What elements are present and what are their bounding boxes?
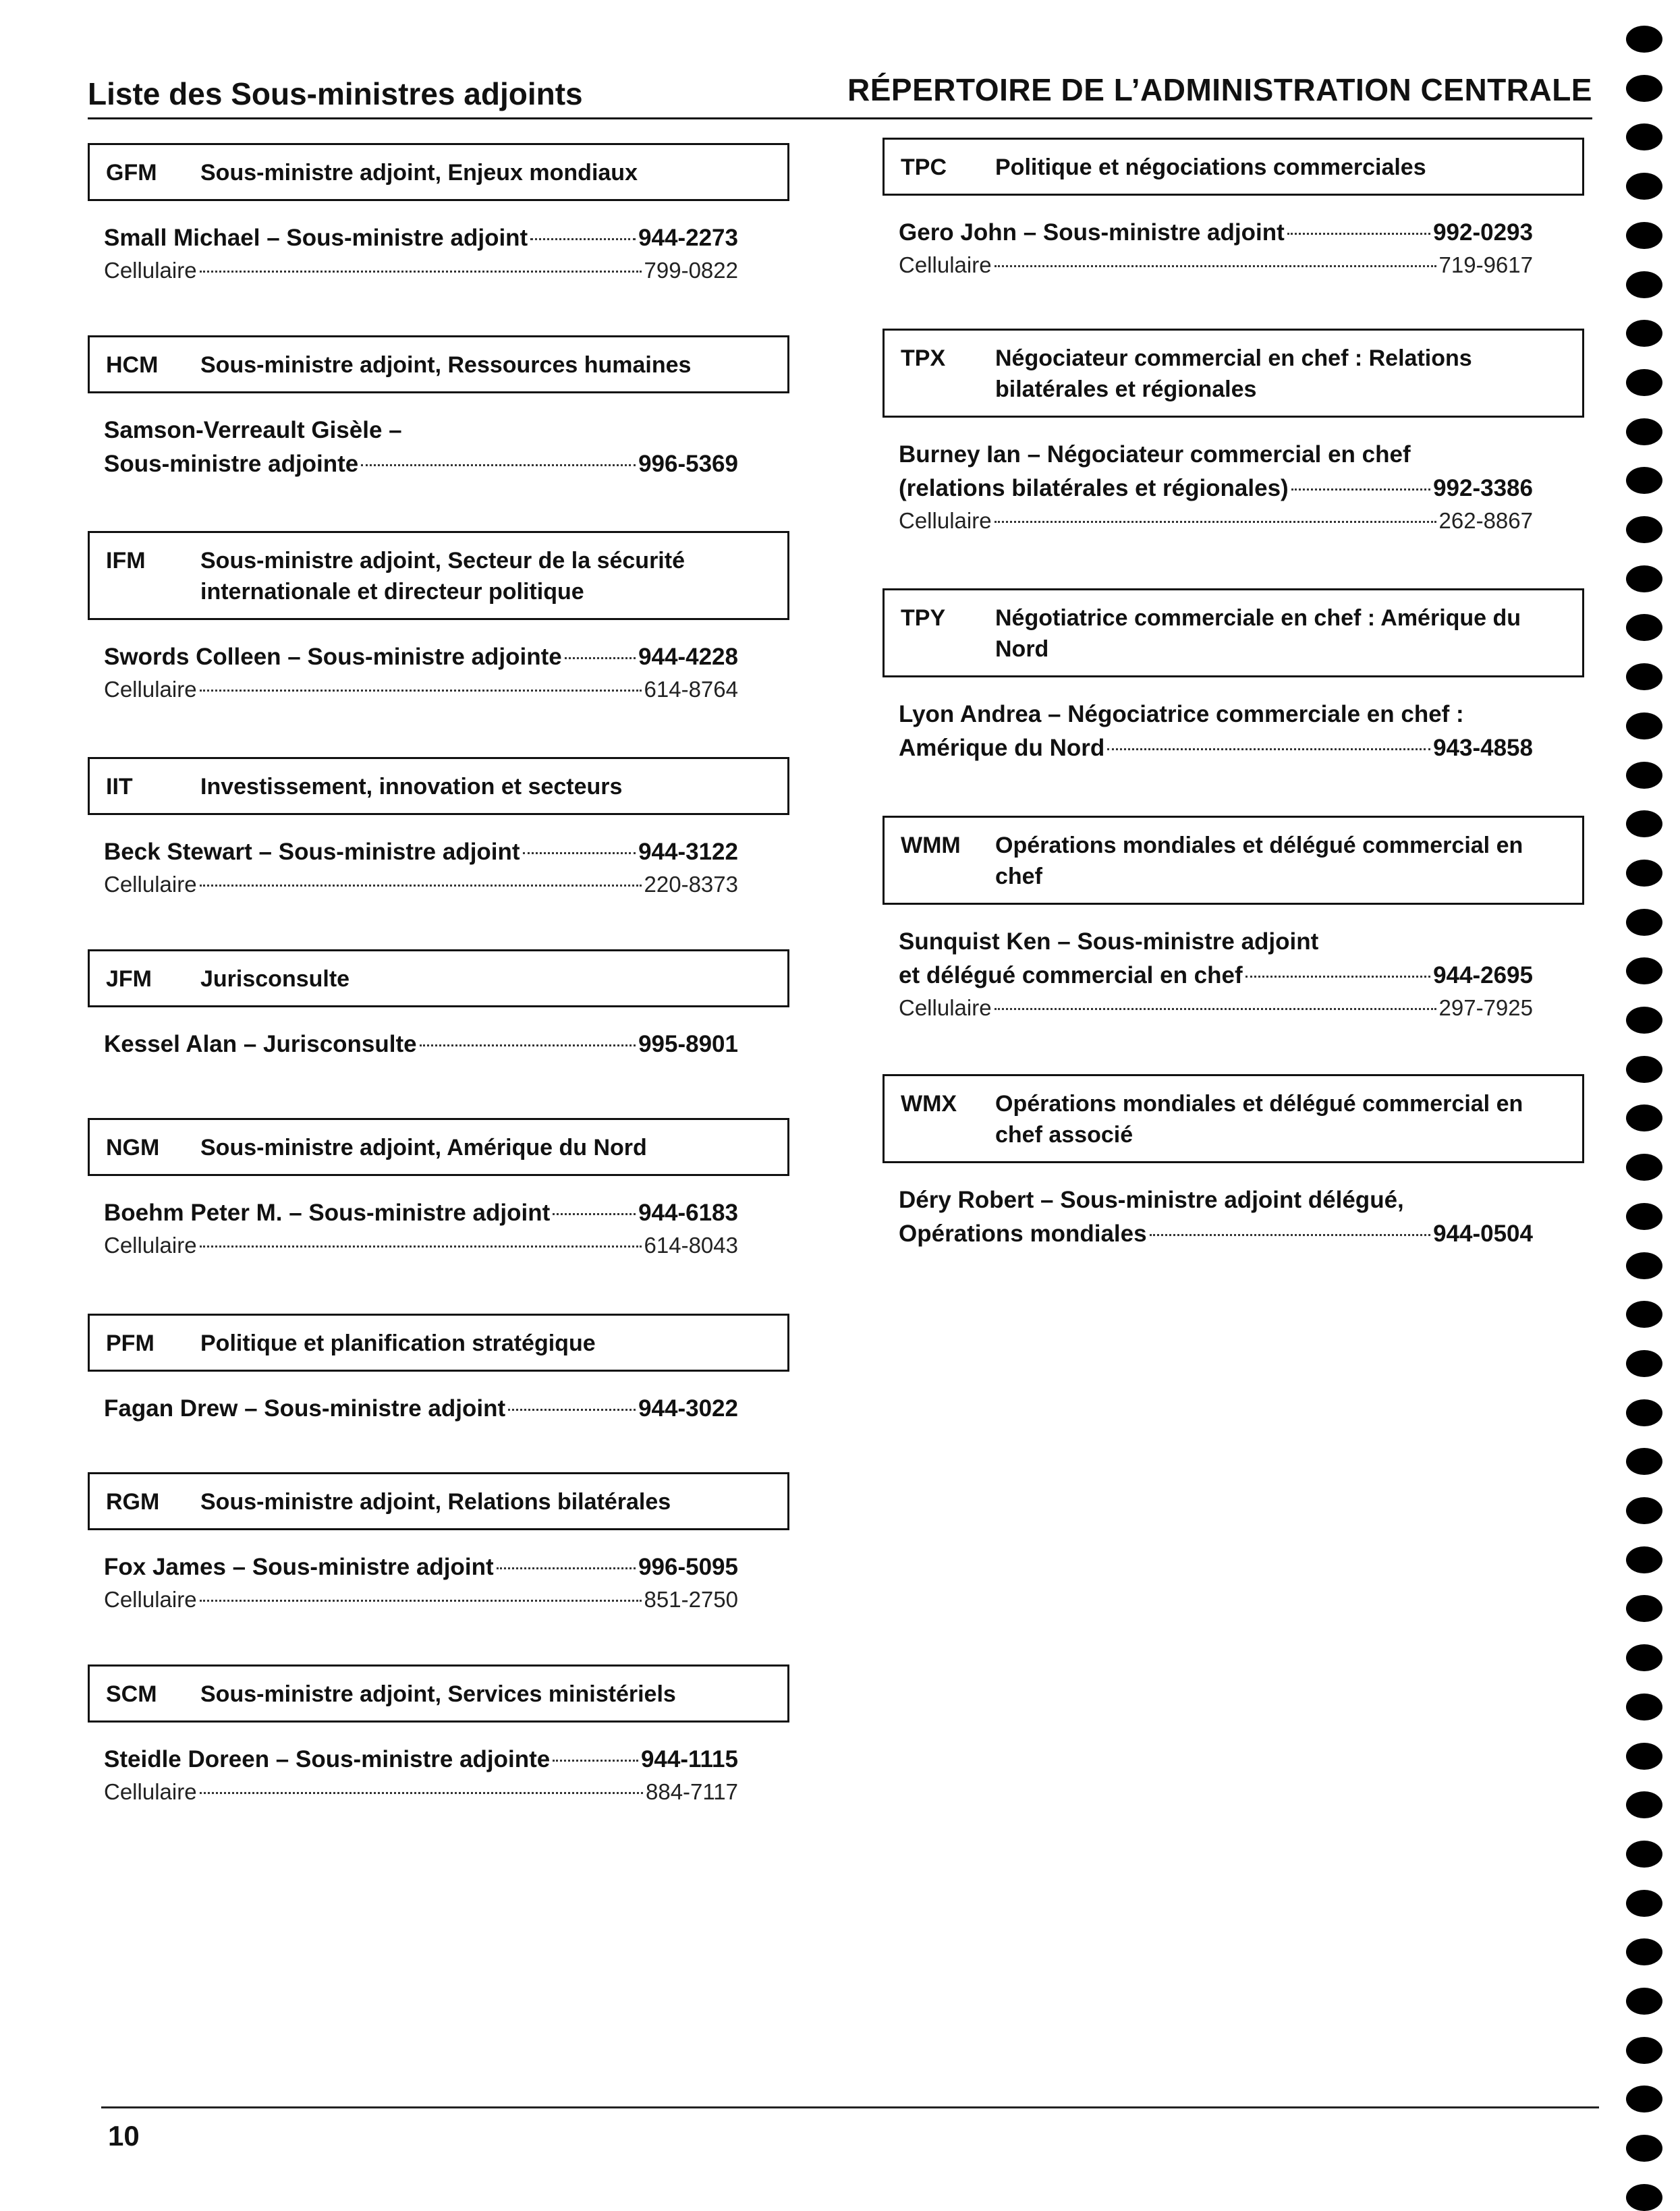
contact-entry [104,835,738,869]
binding-hole [1626,1694,1662,1720]
contact-line [104,1743,738,1776]
section-heading-box [883,816,1584,905]
contact-name-line: Lyon Andrea – Négociatrice commerciale en chef : [899,701,1464,727]
cellular-line [104,869,738,900]
spiral-binding [1626,13,1667,2200]
office-code: IFM [106,548,146,573]
cellular-label: Cellulaire [104,1233,197,1258]
directory-title: RÉPERTOIRE DE L’ADMINISTRATION CENTRALE [847,72,1592,107]
cellular-line [104,1776,738,1808]
dot-leader [200,885,642,887]
binding-hole [1626,1056,1662,1083]
entry-list [88,201,738,286]
contact-line [899,472,1533,505]
contact-line [104,1392,738,1426]
binding-hole [1626,320,1662,347]
section-heading-box [88,1472,789,1530]
office-code: GFM [106,160,157,186]
binding-hole [1626,810,1662,837]
directory-section-jfm [88,949,789,1061]
phone-number: 297-7925 [1438,995,1533,1020]
contact-name: Steidle Doreen – Sous-ministre adjointe [104,1746,551,1772]
entry-list [88,1176,738,1261]
contact-line [104,640,738,674]
section-heading-box [883,588,1584,677]
dot-leader [1150,1234,1430,1236]
contact-entry [104,414,738,481]
office-code: RGM [106,1489,160,1515]
contact-name: et délégué commercial en chef [899,962,1243,988]
entry-list [88,815,738,900]
office-title: Opérations mondiales et délégué commercial en chef [995,833,1523,889]
dot-leader [420,1044,636,1046]
binding-hole [1626,1154,1662,1181]
entry-list [883,196,1533,281]
office-title: Sous-ministre adjoint, Services ministériels [200,1681,676,1707]
office-code: TPC [901,155,947,180]
cellular-line [104,674,738,705]
entry-list [88,1530,738,1615]
section-heading-box [88,143,789,201]
directory-section-iit [88,757,789,900]
contact-line [104,1196,738,1230]
cellular-label: Cellulaire [899,252,992,277]
dot-leader [565,657,636,659]
contact-name: Small Michael – Sous-ministre adjoint [104,225,528,251]
office-code: HCM [106,352,159,378]
binding-hole [1626,1007,1662,1034]
section-heading-box [88,1314,789,1372]
directory-section-ifm [88,531,789,705]
office-title: Sous-ministre adjoint, Ressources humaines [200,352,692,378]
contact-name-line: Burney Ian – Négociateur commercial en chef [899,441,1411,468]
office-code: WMM [901,833,961,858]
dot-leader [497,1567,636,1569]
binding-hole [1626,2184,1662,2211]
page-number: 10 [108,2120,140,2152]
dot-leader [1287,233,1430,235]
dot-leader [200,1600,642,1602]
binding-hole [1626,1938,1662,1965]
binding-hole [1626,1546,1662,1573]
contact-line [104,447,738,481]
cellular-entry [104,1776,738,1808]
contact-name: Sous-ministre adjointe [104,451,359,477]
office-title: Sous-ministre adjoint, Enjeux mondiaux [200,160,638,186]
contact-name: Gero John – Sous-ministre adjoint [899,219,1285,246]
phone-number: 614-8043 [644,1233,738,1258]
dot-leader [200,1792,643,1794]
binding-hole [1626,75,1662,102]
cellular-label: Cellulaire [899,995,992,1020]
office-code: JFM [106,966,152,992]
contact-name: Swords Colleen – Sous-ministre adjointe [104,644,562,670]
section-heading-box [88,531,789,620]
binding-hole [1626,712,1662,739]
section-heading-box [883,138,1584,196]
phone-number: 944-1115 [640,1746,738,1772]
cellular-label: Cellulaire [104,677,197,702]
contact-entry [899,216,1533,250]
contact-entry [104,1028,738,1061]
cellular-entry [104,255,738,286]
entry-list [883,677,1533,765]
contact-line [899,959,1533,992]
dot-leader [200,690,642,692]
binding-hole [1626,1203,1662,1230]
phone-number: 944-3122 [638,839,738,865]
office-title: Politique et négociations commerciales [995,155,1426,180]
contact-entry [104,1743,738,1776]
dot-leader [530,238,636,240]
dot-leader [995,265,1436,267]
binding-hole [1626,1350,1662,1377]
section-heading-box [88,757,789,815]
binding-hole [1626,957,1662,984]
phone-number: 943-4858 [1433,735,1533,761]
directory-section-ngm [88,1118,789,1261]
binding-hole [1626,1743,1662,1770]
binding-hole [1626,1497,1662,1524]
binding-hole [1626,1890,1662,1917]
directory-section-tpy [883,588,1584,765]
contact-entry [104,221,738,255]
footer-rule [101,2106,1599,2108]
cellular-line [899,992,1533,1024]
cellular-entry [899,992,1533,1024]
contact-name: Boehm Peter M. – Sous-ministre adjoint [104,1200,551,1226]
page-header [88,66,1592,119]
dot-leader [995,1008,1436,1010]
cellular-label: Cellulaire [104,258,197,283]
section-heading-box [883,1074,1584,1163]
cellular-line [104,255,738,286]
binding-hole [1626,271,1662,298]
contact-name: (relations bilatérales et régionales) [899,475,1289,501]
contact-line [104,1550,738,1584]
contact-line [899,216,1533,250]
dot-leader [200,271,642,273]
section-heading-box [88,1118,789,1176]
binding-hole [1626,1791,1662,1818]
directory-section-tpc [883,138,1584,281]
binding-hole [1626,418,1662,445]
contact-line [899,731,1533,765]
binding-hole [1626,909,1662,936]
contact-entry [899,698,1533,765]
cellular-entry [104,674,738,705]
entry-list [88,1723,738,1808]
binding-hole [1626,1988,1662,2015]
binding-hole [1626,2037,1662,2064]
phone-number: 220-8373 [644,872,738,897]
binding-hole [1626,369,1662,396]
cellular-label: Cellulaire [899,508,992,533]
binding-hole [1626,222,1662,249]
dot-leader [523,852,636,854]
cellular-entry [104,869,738,900]
phone-number: 995-8901 [638,1031,738,1057]
cellular-entry [104,1584,738,1615]
dot-leader [553,1760,638,1762]
office-code: PFM [106,1331,155,1356]
phone-number: 944-2695 [1433,962,1533,988]
binding-hole [1626,565,1662,592]
contact-entry [899,438,1533,505]
contact-entry [899,1183,1533,1251]
contact-name-line: Samson-Verreault Gisèle – [104,417,402,443]
phone-number: 944-6183 [638,1200,738,1226]
section-heading-box [88,1664,789,1723]
contact-name: Opérations mondiales [899,1221,1147,1247]
binding-hole [1626,2135,1662,2162]
office-title: Sous-ministre adjoint, Secteur de la sécurité internationale et directeur politique [200,548,685,605]
cellular-line [899,505,1533,536]
office-title: Investissement, innovation et secteurs [200,774,623,800]
binding-hole [1626,1595,1662,1622]
phone-number: 719-9617 [1438,252,1533,277]
office-code: NGM [106,1135,160,1160]
office-code: TPX [901,345,946,371]
dot-leader [200,1246,642,1248]
binding-hole [1626,860,1662,887]
section-heading-box [883,329,1584,418]
cellular-entry [104,1230,738,1261]
cellular-line [104,1230,738,1261]
binding-hole [1626,663,1662,690]
phone-number: 262-8867 [1438,508,1533,533]
binding-hole [1626,516,1662,543]
office-title: Politique et planification stratégique [200,1331,596,1356]
cellular-entry [899,250,1533,281]
directory-section-wmx [883,1074,1584,1251]
phone-number: 944-3022 [638,1395,738,1422]
binding-hole [1626,762,1662,789]
contact-line [104,1028,738,1061]
phone-number: 992-0293 [1433,219,1533,246]
binding-hole [1626,123,1662,150]
entry-list [88,1007,738,1061]
contact-name: Fagan Drew – Sous-ministre adjoint [104,1395,506,1422]
contact-entry [104,1550,738,1584]
binding-hole [1626,1104,1662,1131]
directory-section-gfm [88,143,789,286]
section-heading-box [88,949,789,1007]
directory-section-rgm [88,1472,789,1615]
dot-leader [508,1409,636,1411]
cellular-label: Cellulaire [104,1587,197,1612]
office-code: WMX [901,1091,957,1117]
phone-number: 614-8764 [644,677,738,702]
binding-hole [1626,26,1662,53]
contact-name: Beck Stewart – Sous-ministre adjoint [104,839,520,865]
office-title: Opérations mondiales et délégué commercial en chef associé [995,1091,1523,1148]
directory-section-wmm [883,816,1584,1024]
binding-hole [1626,1448,1662,1475]
binding-hole [1626,614,1662,641]
contact-name-line: Déry Robert – Sous-ministre adjoint délégué, [899,1187,1404,1213]
dot-leader [1107,748,1430,750]
binding-hole [1626,2086,1662,2112]
phone-number: 884-7117 [645,1779,738,1804]
dot-leader [553,1213,636,1215]
entry-list [88,1372,738,1426]
phone-number: 944-4228 [638,644,738,670]
binding-hole [1626,1252,1662,1279]
directory-section-pfm [88,1314,789,1426]
binding-hole [1626,173,1662,200]
directory-section-hcm [88,335,789,481]
entry-list [883,905,1533,1024]
binding-hole [1626,467,1662,494]
office-title: Sous-ministre adjoint, Relations bilatérales [200,1489,671,1515]
dot-leader [995,521,1436,523]
phone-number: 851-2750 [644,1587,738,1612]
contact-name-line: Sunquist Ken – Sous-ministre adjoint [899,928,1319,955]
cellular-line [899,250,1533,281]
entry-list [88,393,738,481]
binding-hole [1626,1644,1662,1671]
cellular-label: Cellulaire [104,1779,197,1804]
list-title: Liste des Sous-ministres adjoints [88,76,583,111]
office-code: TPY [901,605,946,631]
contact-entry [104,1196,738,1230]
contact-line [104,835,738,869]
entry-list [88,620,738,705]
office-title: Sous-ministre adjoint, Amérique du Nord [200,1135,647,1160]
phone-number: 996-5369 [638,451,738,477]
binding-hole [1626,1841,1662,1868]
cellular-line [104,1584,738,1615]
phone-number: 944-2273 [638,225,738,251]
directory-section-scm [88,1664,789,1808]
binding-hole [1626,1399,1662,1426]
entry-list [883,1163,1533,1251]
office-title: Négociateur commercial en chef : Relations bilatérales et régionales [995,345,1472,402]
cellular-label: Cellulaire [104,872,197,897]
phone-number: 996-5095 [638,1554,738,1580]
directory-section-tpx [883,329,1584,536]
contact-name: Fox James – Sous-ministre adjoint [104,1554,494,1580]
section-heading-box [88,335,789,393]
contact-line [899,1217,1533,1251]
contact-name: Kessel Alan – Jurisconsulte [104,1031,417,1057]
binding-hole [1626,1301,1662,1328]
dot-leader [1291,488,1430,491]
dot-leader [1245,976,1430,978]
phone-number: 944-0504 [1433,1221,1533,1247]
contact-name: Amérique du Nord [899,735,1105,761]
cellular-entry [899,505,1533,536]
contact-entry [104,640,738,674]
entry-list [883,418,1533,536]
office-code: IIT [106,774,133,800]
contact-entry [104,1392,738,1426]
office-title: Négotiatrice commerciale en chef : Amérique du Nord [995,605,1521,662]
contact-entry [899,925,1533,992]
office-code: SCM [106,1681,157,1707]
phone-number: 992-3386 [1433,475,1533,501]
contact-line [104,221,738,255]
phone-number: 799-0822 [644,258,738,283]
dot-leader [361,464,636,466]
office-title: Jurisconsulte [200,966,350,992]
